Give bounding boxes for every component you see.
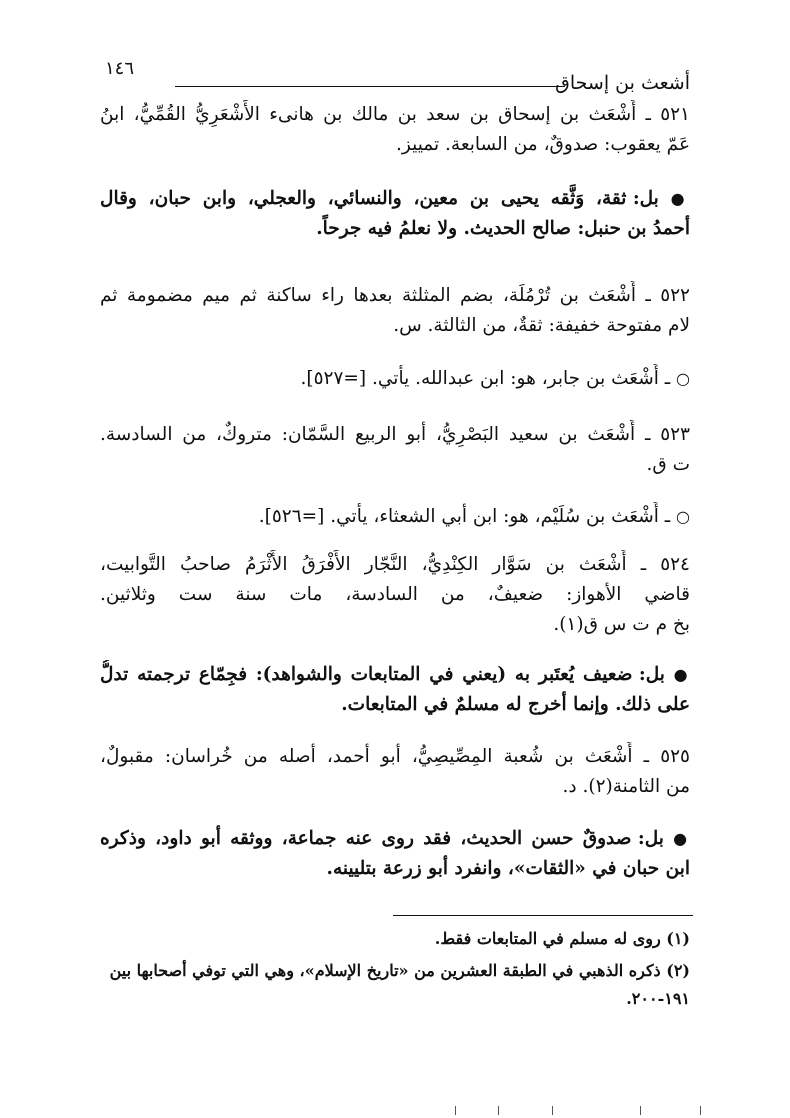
- entry-521: [100, 100, 690, 160]
- comment-525: [100, 824, 690, 884]
- entry-522: [100, 281, 690, 341]
- footnote-2: (٢) ذكره الذهبي في الطبقة العشرين من «تاريخ الإسلام»، وهي التي توفي أصحابها بين: [109, 961, 690, 980]
- entry-line: قاضي الأهواز: ضعيفٌ، من السادسة، مات سنة ست وثلاثين.: [100, 584, 690, 605]
- entry-524: [100, 550, 690, 640]
- bullet-filled-circle-icon: ●: [673, 829, 690, 848]
- comment-text: بل: ثقة، وَثَّقه يحيى بن معين، والنسائي، والعجلي، وابن حبان، وقال: [100, 188, 659, 209]
- entry-line: ٥٢٢ ـ أَشْعَث بن تُرْمُلَة، بضم المثلثة بعدها راء ساكنة ثم ميم مضمومة ثم: [100, 285, 690, 306]
- bullet-filled-circle-icon: ●: [673, 665, 690, 684]
- cross-reference-sulaym: [100, 502, 690, 532]
- bullet-open-circle-icon: ○: [676, 507, 690, 526]
- xref-line: [100, 364, 690, 394]
- entry-line: ت ق.: [646, 454, 690, 475]
- header-rule: [175, 86, 565, 87]
- comment-line: أحمدُ بن حنبل: صالح الحديث. ولا نعلمُ فيه جرحاً.: [316, 218, 690, 239]
- entry-line: ٥٢٤ ـ أَشْعَث بن سَوَّار الكِنْدِيُّ، النَّجّار الأَفْرَقُ الأَثْرَمُ صاحبُ التَّوابيت،: [100, 554, 690, 575]
- entry-525: [100, 742, 690, 802]
- xref-text: ـ أَشْعَث بن جابر، هو: ابن عبدالله. يأتي. [=٥٢٧].: [300, 368, 671, 389]
- footnote-1: (١) روى له مسلم في المتابعات فقط.: [434, 929, 690, 948]
- cross-reference-jabir: [100, 364, 690, 394]
- page-number: ١٤٦: [105, 58, 135, 79]
- entry-line: ٥٢١ ـ أَشْعَث بن إسحاق بن سعد بن مالك بن هانىء الأَشْعَرِيُّ القُمِّيُّ، ابنُ: [100, 104, 690, 125]
- entry-line: عَمّ يعقوب: صدوقٌ، من السابعة. تمييز.: [396, 134, 690, 155]
- xref-line: [100, 502, 690, 532]
- comment-line: ابن حبان في «الثقات»، وانفرد أبو زرعة بتليينه.: [326, 858, 690, 879]
- entry-523: [100, 420, 690, 480]
- comment-text: بل: ضعيف يُعتَبر به (يعني في المتابعات والشواهد): فجِمّاع ترجمته تدلُّ: [100, 664, 665, 685]
- scan-mark: [455, 1106, 456, 1115]
- scan-mark: [700, 1106, 701, 1115]
- footnote-2-continued: ١٩١-٢٠٠.: [626, 989, 690, 1008]
- comment-line: [100, 184, 690, 214]
- page-header: [105, 58, 690, 98]
- entry-line: لام مفتوحة خفيفة: ثقةٌ، من الثالثة. س.: [393, 315, 690, 336]
- scan-mark: [552, 1106, 553, 1115]
- comment-524: [100, 660, 690, 720]
- scan-mark: [498, 1106, 499, 1115]
- bullet-filled-circle-icon: ●: [670, 189, 690, 208]
- comment-line: [100, 660, 690, 690]
- comment-text: بل: صدوقٌ حسن الحديث، فقد روى عنه جماعة، ووثقه أبو داود، وذكره: [100, 828, 664, 849]
- comment-line: [100, 824, 690, 854]
- comment-line: على ذلك. وإنما أخرج له مسلمٌ في المتابعات.: [341, 694, 690, 715]
- entry-line: ٥٢٥ ـ أَشْعَث بن شُعبة المِصِّيصِيُّ، أبو أحمد، أصله من خُراسان: مقبولٌ،: [100, 746, 690, 767]
- entry-line: ٥٢٣ ـ أَشْعَث بن سعيد البَصْرِيُّ، أبو الربيع السَّمّان: متروكٌ، من السادسة.: [100, 424, 690, 445]
- running-title: أشعث بن إسحاق: [555, 72, 690, 94]
- bullet-open-circle-icon: ○: [676, 369, 690, 388]
- entry-line: من الثامنة(٢). د.: [562, 776, 690, 797]
- scan-mark: [640, 1106, 641, 1115]
- xref-text: ـ أَشْعَث بن سُلَيْم، هو: ابن أبي الشعثاء، يأتي. [=٥٢٦].: [258, 506, 671, 527]
- entry-line: بخ م ت س ق(١).: [553, 614, 690, 635]
- comment-521: [100, 184, 690, 244]
- footnote-separator: [393, 915, 693, 916]
